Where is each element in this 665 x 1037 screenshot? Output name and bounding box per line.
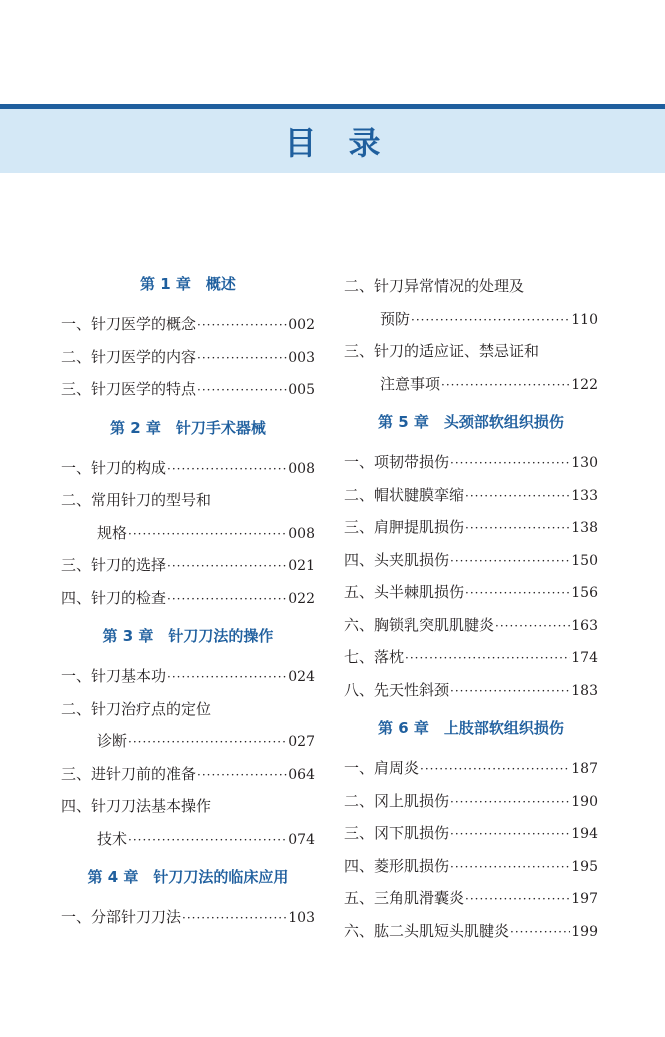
toc-entry[interactable] xyxy=(344,544,598,577)
toc-entry-title: 二、冈上肌损伤 xyxy=(344,791,450,810)
dot-leader xyxy=(405,642,570,675)
page-number: 199 xyxy=(571,923,598,940)
toc-entry[interactable] xyxy=(344,850,598,883)
page-number: 002 xyxy=(288,317,315,333)
chapter-heading: 第 4 章 针刀刀法的临床应用 xyxy=(87,868,289,886)
dot-leader xyxy=(441,369,570,402)
page-number: 130 xyxy=(571,455,598,471)
dot-leader xyxy=(450,818,570,851)
toc-entry[interactable] xyxy=(344,479,598,512)
toc-entry-title: 注意事项 xyxy=(380,374,441,393)
page-number: 183 xyxy=(571,682,598,699)
toc-entry-title: 四、菱形肌损伤 xyxy=(344,856,450,875)
toc-entry-title: 二、常用针刀的型号和 xyxy=(61,491,212,509)
toc-entry-title: 二、帽状腱膜挛缩 xyxy=(344,485,465,504)
page-number: 003 xyxy=(288,349,315,366)
toc-entry-title: 一、针刀医学的概念 xyxy=(61,315,197,333)
page-number: 064 xyxy=(288,766,315,783)
toc-entry-title: 一、针刀的构成 xyxy=(61,458,167,477)
dot-leader xyxy=(450,447,570,480)
page-number: 008 xyxy=(288,525,315,542)
dot-leader xyxy=(197,309,287,342)
toc-entry-title: 三、进针刀前的准备 xyxy=(61,764,197,783)
toc-entry[interactable] xyxy=(61,549,315,582)
toc-entry[interactable] xyxy=(344,882,598,915)
page-number: 133 xyxy=(571,487,598,504)
toc-entry[interactable] xyxy=(61,823,315,856)
page-number: 008 xyxy=(288,460,315,477)
page-number: 122 xyxy=(571,376,598,393)
toc-entry[interactable] xyxy=(344,303,598,336)
dot-leader xyxy=(167,583,287,616)
dot-leader xyxy=(197,759,287,792)
toc-entry[interactable] xyxy=(344,609,598,642)
page-number: 163 xyxy=(571,617,598,634)
toc-entry-title: 二、针刀治疗点的定位 xyxy=(61,699,212,718)
page-number: 138 xyxy=(571,520,598,536)
page-number: 110 xyxy=(571,311,598,328)
toc-entry[interactable] xyxy=(344,752,598,785)
dot-leader xyxy=(465,512,570,545)
chapter-heading: 第 5 章 头颈部软组织损伤 xyxy=(378,413,564,431)
dot-leader xyxy=(450,851,570,884)
dot-leader xyxy=(167,550,287,583)
dot-leader xyxy=(197,342,287,375)
toc-entry-title: 二、针刀医学的内容 xyxy=(61,347,197,366)
page-number: 027 xyxy=(288,734,315,750)
dot-leader xyxy=(510,916,570,949)
toc-entry-title: 一、肩周炎 xyxy=(344,759,420,777)
page-number: 187 xyxy=(571,761,598,777)
toc-entry[interactable] xyxy=(344,641,598,674)
toc-entry[interactable] xyxy=(61,308,315,341)
toc-entry[interactable] xyxy=(61,582,315,615)
toc-entry[interactable] xyxy=(344,368,598,401)
toc-left-column xyxy=(61,270,315,934)
toc-entry-title: 规格 xyxy=(97,523,128,542)
page-number: 194 xyxy=(571,826,598,842)
page-number: 074 xyxy=(288,831,315,848)
dot-leader xyxy=(420,753,570,786)
toc-entry-title: 三、针刀的选择 xyxy=(61,556,167,574)
toc-entry[interactable] xyxy=(61,660,315,693)
toc-entry[interactable] xyxy=(344,446,598,479)
toc-entry[interactable] xyxy=(344,511,598,544)
dot-leader xyxy=(450,786,570,819)
page-number: 150 xyxy=(571,552,598,569)
toc-entry-title: 四、针刀的检查 xyxy=(61,588,167,607)
toc-entry-line xyxy=(61,484,315,517)
page-number: 022 xyxy=(288,590,315,607)
toc-entry-title: 技术 xyxy=(97,829,128,848)
toc-entry-line xyxy=(344,335,598,368)
page-number: 021 xyxy=(288,558,315,574)
toc-entry-title: 七、落枕 xyxy=(344,648,405,666)
toc-entry-title: 预防 xyxy=(380,309,411,328)
chapter-heading: 第 6 章 上肢部软组织损伤 xyxy=(378,719,564,737)
toc-entry[interactable] xyxy=(61,901,315,934)
toc-entry-title: 八、先天性斜颈 xyxy=(344,680,450,699)
toc-entry[interactable] xyxy=(61,452,315,485)
toc-entry-title: 一、针刀基本功 xyxy=(61,667,167,685)
dot-leader xyxy=(450,545,570,578)
dot-leader xyxy=(465,883,570,916)
toc-entry-title: 四、针刀刀法基本操作 xyxy=(61,797,212,815)
dot-leader xyxy=(128,824,287,857)
dot-leader xyxy=(128,518,287,551)
page-number: 190 xyxy=(571,793,598,810)
page-number: 174 xyxy=(571,650,598,666)
dot-leader xyxy=(411,304,570,337)
dot-leader xyxy=(465,577,570,610)
toc-entry-title: 三、针刀的适应证、禁忌证和 xyxy=(344,342,540,360)
dot-leader xyxy=(450,675,570,708)
toc-entry[interactable] xyxy=(61,517,315,550)
page-title: 目录 xyxy=(284,124,413,162)
page-number: 195 xyxy=(571,858,598,875)
toc-entry-title: 六、胸锁乳突肌肌腱炎 xyxy=(344,615,495,634)
page-number: 024 xyxy=(288,669,315,685)
toc-entry[interactable] xyxy=(344,576,598,609)
toc-entry-line xyxy=(344,270,598,303)
dot-leader xyxy=(182,902,287,935)
toc-entry-line xyxy=(61,693,315,726)
toc-entry-title: 三、针刀医学的特点 xyxy=(61,380,197,398)
chapter-heading: 第 2 章 针刀手术器械 xyxy=(110,418,266,437)
page-number: 197 xyxy=(571,891,598,907)
dot-leader xyxy=(167,661,287,694)
dot-leader xyxy=(495,610,570,643)
toc-entry-title: 五、三角肌滑囊炎 xyxy=(344,889,465,907)
page-number: 005 xyxy=(288,382,315,398)
page-number: 156 xyxy=(571,585,598,601)
chapter-heading: 第 3 章 针刀刀法的操作 xyxy=(102,627,274,645)
toc-entry-title: 六、肱二头肌短头肌腱炎 xyxy=(344,921,510,940)
toc-entry[interactable] xyxy=(344,674,598,707)
dot-leader xyxy=(167,453,287,486)
toc-entry-line xyxy=(61,790,315,823)
page-number: 103 xyxy=(288,910,315,926)
toc-right-column xyxy=(344,270,598,947)
toc-entry[interactable] xyxy=(61,373,315,406)
toc-entry-title: 四、头夹肌损伤 xyxy=(344,550,450,569)
toc-entry-title: 一、分部针刀刀法 xyxy=(61,908,182,926)
toc-entry-title: 三、冈下肌损伤 xyxy=(344,824,450,842)
toc-entry[interactable] xyxy=(61,725,315,758)
toc-entry[interactable] xyxy=(344,817,598,850)
toc-entry-title: 一、项韧带损伤 xyxy=(344,453,450,471)
toc-entry-title: 诊断 xyxy=(97,732,128,750)
toc-entry[interactable] xyxy=(61,758,315,791)
dot-leader xyxy=(128,726,287,759)
dot-leader xyxy=(197,374,287,407)
toc-entry[interactable] xyxy=(61,341,315,374)
toc-entry-title: 三、肩胛提肌损伤 xyxy=(344,518,465,536)
toc-entry-title: 二、针刀异常情况的处理及 xyxy=(344,277,525,295)
toc-entry[interactable] xyxy=(344,785,598,818)
toc-entry[interactable] xyxy=(344,915,598,948)
toc-entry-title: 五、头半棘肌损伤 xyxy=(344,583,465,601)
chapter-heading: 第 1 章 概述 xyxy=(140,275,236,293)
dot-leader xyxy=(465,480,570,513)
